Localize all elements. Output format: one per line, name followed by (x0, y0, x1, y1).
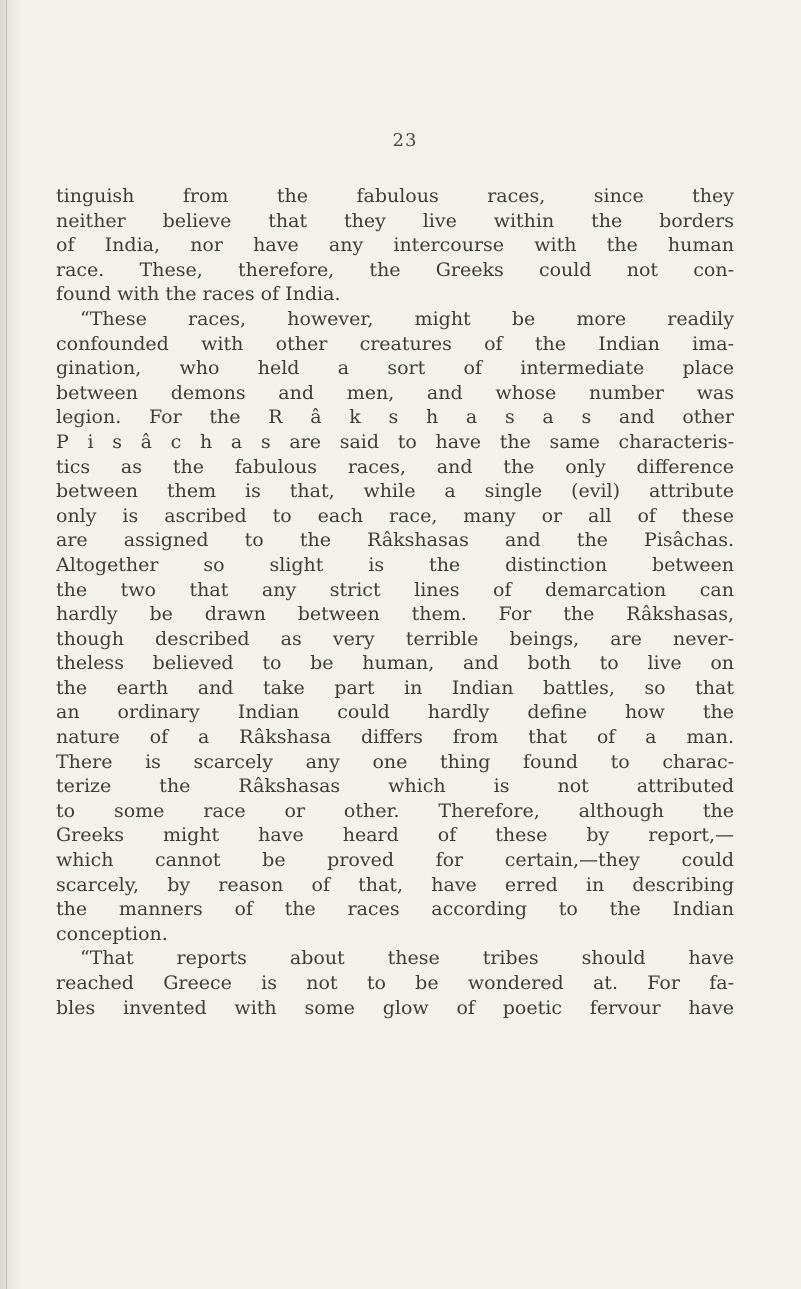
page-edge-line (6, 0, 7, 1289)
text-line: race. These, therefore, the Greeks could not con- (56, 258, 734, 281)
text-line: though described as very terrible beings, are never- (56, 627, 734, 650)
text-line: P i s â c h a s are said to have the same characteris- (56, 430, 734, 453)
text-line: tics as the fabulous races, and the only difference (56, 455, 734, 478)
text-line: between them is that, while a single (evil) attribute (56, 480, 734, 503)
text-line: theless believed to be human, and both to live on (56, 652, 734, 675)
text-line: legion. For the R â k s h a s a s and other (56, 406, 734, 429)
text-line: “That reports about these tribes should have (80, 947, 734, 970)
text-line: of India, nor have any intercourse with the human (56, 234, 734, 257)
page-edge-shadow (0, 0, 22, 1289)
text-line: the two that any strict lines of demarcation can (56, 578, 734, 601)
text-line: to some race or other. Therefore, although the (56, 799, 734, 822)
text-line: are assigned to the Râkshasas and the Pisâchas. (56, 529, 734, 552)
text-line: between demons and men, and whose number was (56, 381, 734, 404)
text-line: an ordinary Indian could hardly define how the (56, 701, 734, 724)
text-line: Altogether so slight is the distinction between (56, 553, 734, 576)
text-line: tinguish from the fabulous races, since they (56, 185, 734, 207)
text-line: found with the races of India. (56, 283, 341, 306)
text-line: bles invented with some glow of poetic fervour have (56, 996, 734, 1019)
text-line: scarcely, by reason of that, have erred in describing (56, 873, 734, 896)
text-line: “These races, however, might be more readily (80, 307, 734, 330)
page-number: 23 (392, 130, 418, 151)
text-line: only is ascribed to each race, many or all of these (56, 504, 734, 527)
text-line: There is scarcely any one thing found to charac- (56, 750, 734, 773)
body-text (56, 184, 734, 1020)
text-line: terize the Râkshasas which is not attributed (56, 775, 734, 798)
text-line: which cannot be proved for certain,—they could (56, 849, 734, 872)
text-line: the manners of the races according to the Indian (56, 898, 734, 921)
text-line: nature of a Râkshasa differs from that of a man. (56, 726, 734, 749)
text-line: Greeks might have heard of these by report,— (56, 824, 734, 847)
text-line: neither believe that they live within the borders (56, 209, 734, 232)
text-line: hardly be drawn between them. For the Râkshasas, (56, 603, 734, 626)
text-line: confounded with other creatures of the Indian ima- (56, 332, 734, 355)
text-line: conception. (56, 922, 168, 945)
text-line: the earth and take part in Indian battles, so that (56, 676, 734, 699)
text-line: gination, who held a sort of intermediate place (56, 357, 734, 380)
text-line: reached Greece is not to be wondered at. For fa- (56, 972, 734, 994)
